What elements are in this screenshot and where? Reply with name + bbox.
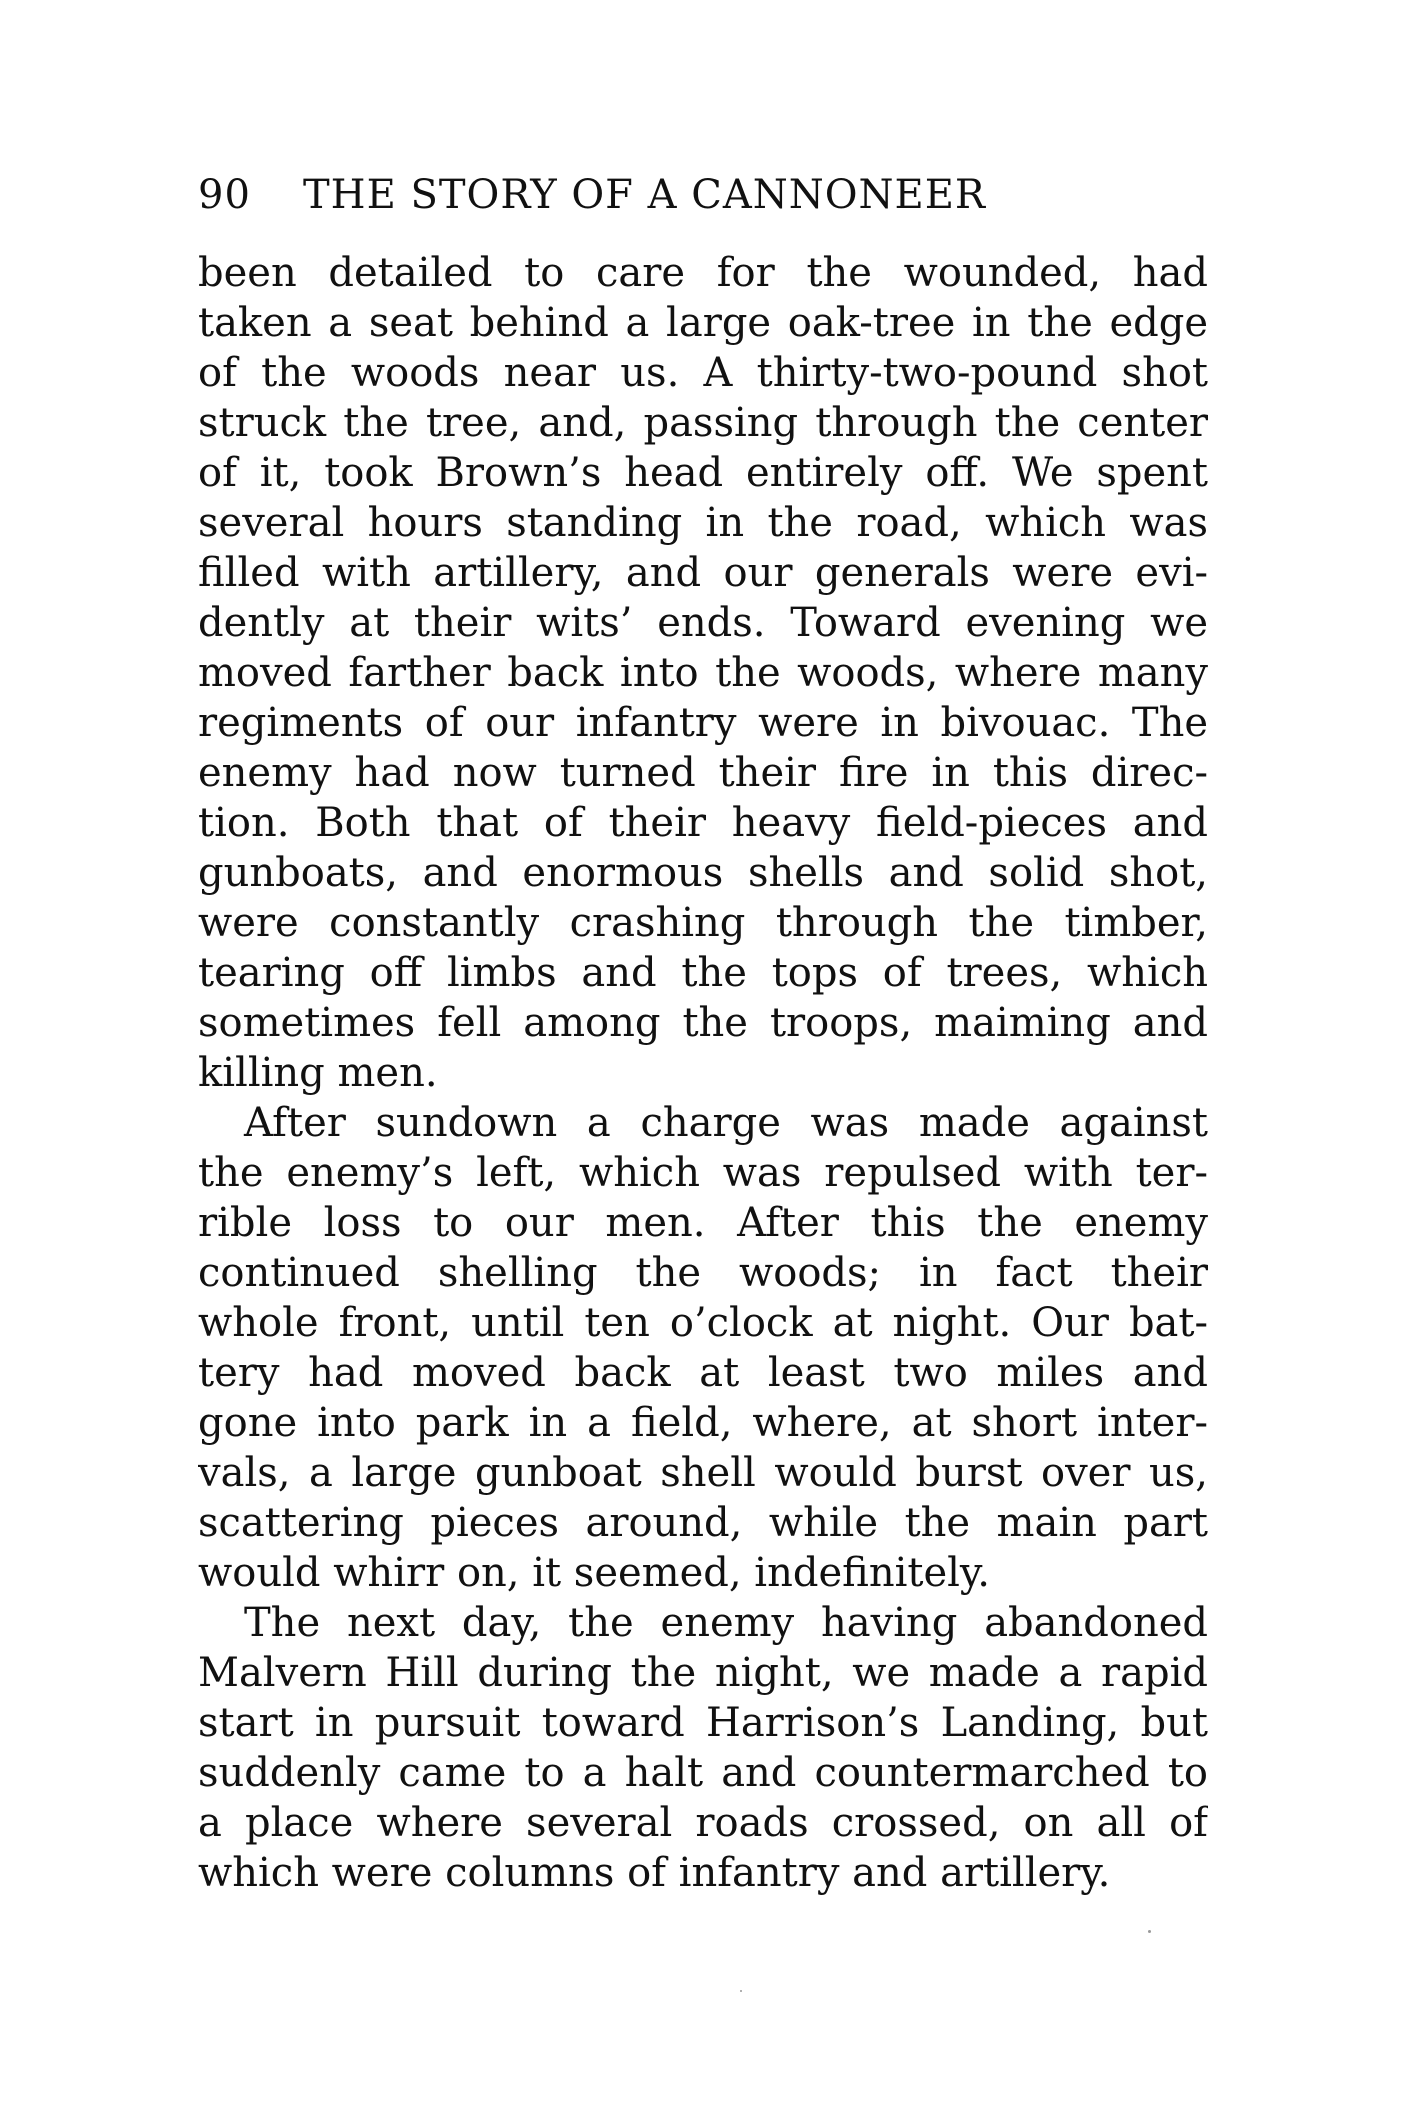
text-line: were constantly crashing through the timber, bbox=[198, 900, 1208, 946]
text-line: killing men. bbox=[198, 1050, 438, 1096]
text-line: tion. Both that of their heavy field-pieces and bbox=[198, 800, 1208, 846]
text-line: suddenly came to a halt and countermarched to bbox=[198, 1750, 1208, 1796]
page-number: 90 bbox=[198, 172, 251, 218]
text-line: a place where several roads crossed, on all of bbox=[198, 1800, 1208, 1846]
text-line: Malvern Hill during the night, we made a rapid bbox=[198, 1650, 1208, 1696]
text-line: gone into park in a field, where, at short inter- bbox=[198, 1400, 1208, 1446]
text-line: would whirr on, it seemed, indefinitely. bbox=[198, 1550, 990, 1596]
text-line: struck the tree, and, passing through the center bbox=[198, 400, 1208, 446]
text-line: rible loss to our men. After this the enemy bbox=[198, 1200, 1208, 1246]
text-line: filled with artillery, and our generals were evi- bbox=[198, 550, 1208, 596]
text-line: been detailed to care for the wounded, had bbox=[198, 250, 1208, 296]
print-speck bbox=[740, 1990, 742, 1992]
text-line: continued shelling the woods; in fact their bbox=[198, 1250, 1208, 1296]
text-line: sometimes fell among the troops, maiming and bbox=[198, 1000, 1208, 1046]
text-line: of it, took Brown’s head entirely off. We spent bbox=[198, 450, 1208, 496]
text-line: tery had moved back at least two miles and bbox=[198, 1350, 1208, 1396]
text-line: taken a seat behind a large oak-tree in the edge bbox=[198, 300, 1208, 346]
text-line: After sundown a charge was made against bbox=[244, 1100, 1208, 1146]
text-line: which were columns of infantry and artillery. bbox=[198, 1850, 1111, 1896]
text-line: enemy had now turned their fire in this direc- bbox=[198, 750, 1208, 796]
paragraph bbox=[198, 248, 1208, 1098]
text-line: whole front, until ten o’clock at night. Our bat- bbox=[198, 1300, 1208, 1346]
paragraph bbox=[198, 1098, 1208, 1598]
text-line: the enemy’s left, which was repulsed with ter- bbox=[198, 1150, 1208, 1196]
text-line: gunboats, and enormous shells and solid shot, bbox=[198, 850, 1208, 896]
text-line: start in pursuit toward Harrison’s Landing, but bbox=[198, 1700, 1208, 1746]
text-line: The next day, the enemy having abandoned bbox=[244, 1600, 1208, 1646]
page-header bbox=[198, 165, 1208, 225]
running-title: THE STORY OF A CANNONEER bbox=[303, 172, 987, 218]
paragraph bbox=[198, 1598, 1208, 1898]
text-line: of the woods near us. A thirty-two-pound shot bbox=[198, 350, 1208, 396]
text-line: regiments of our infantry were in bivouac. The bbox=[198, 700, 1208, 746]
text-line: dently at their wits’ ends. Toward evening we bbox=[198, 600, 1208, 646]
text-line: scattering pieces around, while the main part bbox=[198, 1500, 1208, 1546]
body-text bbox=[198, 248, 1208, 1898]
print-speck bbox=[1148, 1930, 1151, 1933]
text-line: several hours standing in the road, which was bbox=[198, 500, 1208, 546]
text-line: vals, a large gunboat shell would burst over us, bbox=[198, 1450, 1208, 1496]
text-line: tearing off limbs and the tops of trees, which bbox=[198, 950, 1208, 996]
text-line: moved farther back into the woods, where many bbox=[198, 650, 1208, 696]
